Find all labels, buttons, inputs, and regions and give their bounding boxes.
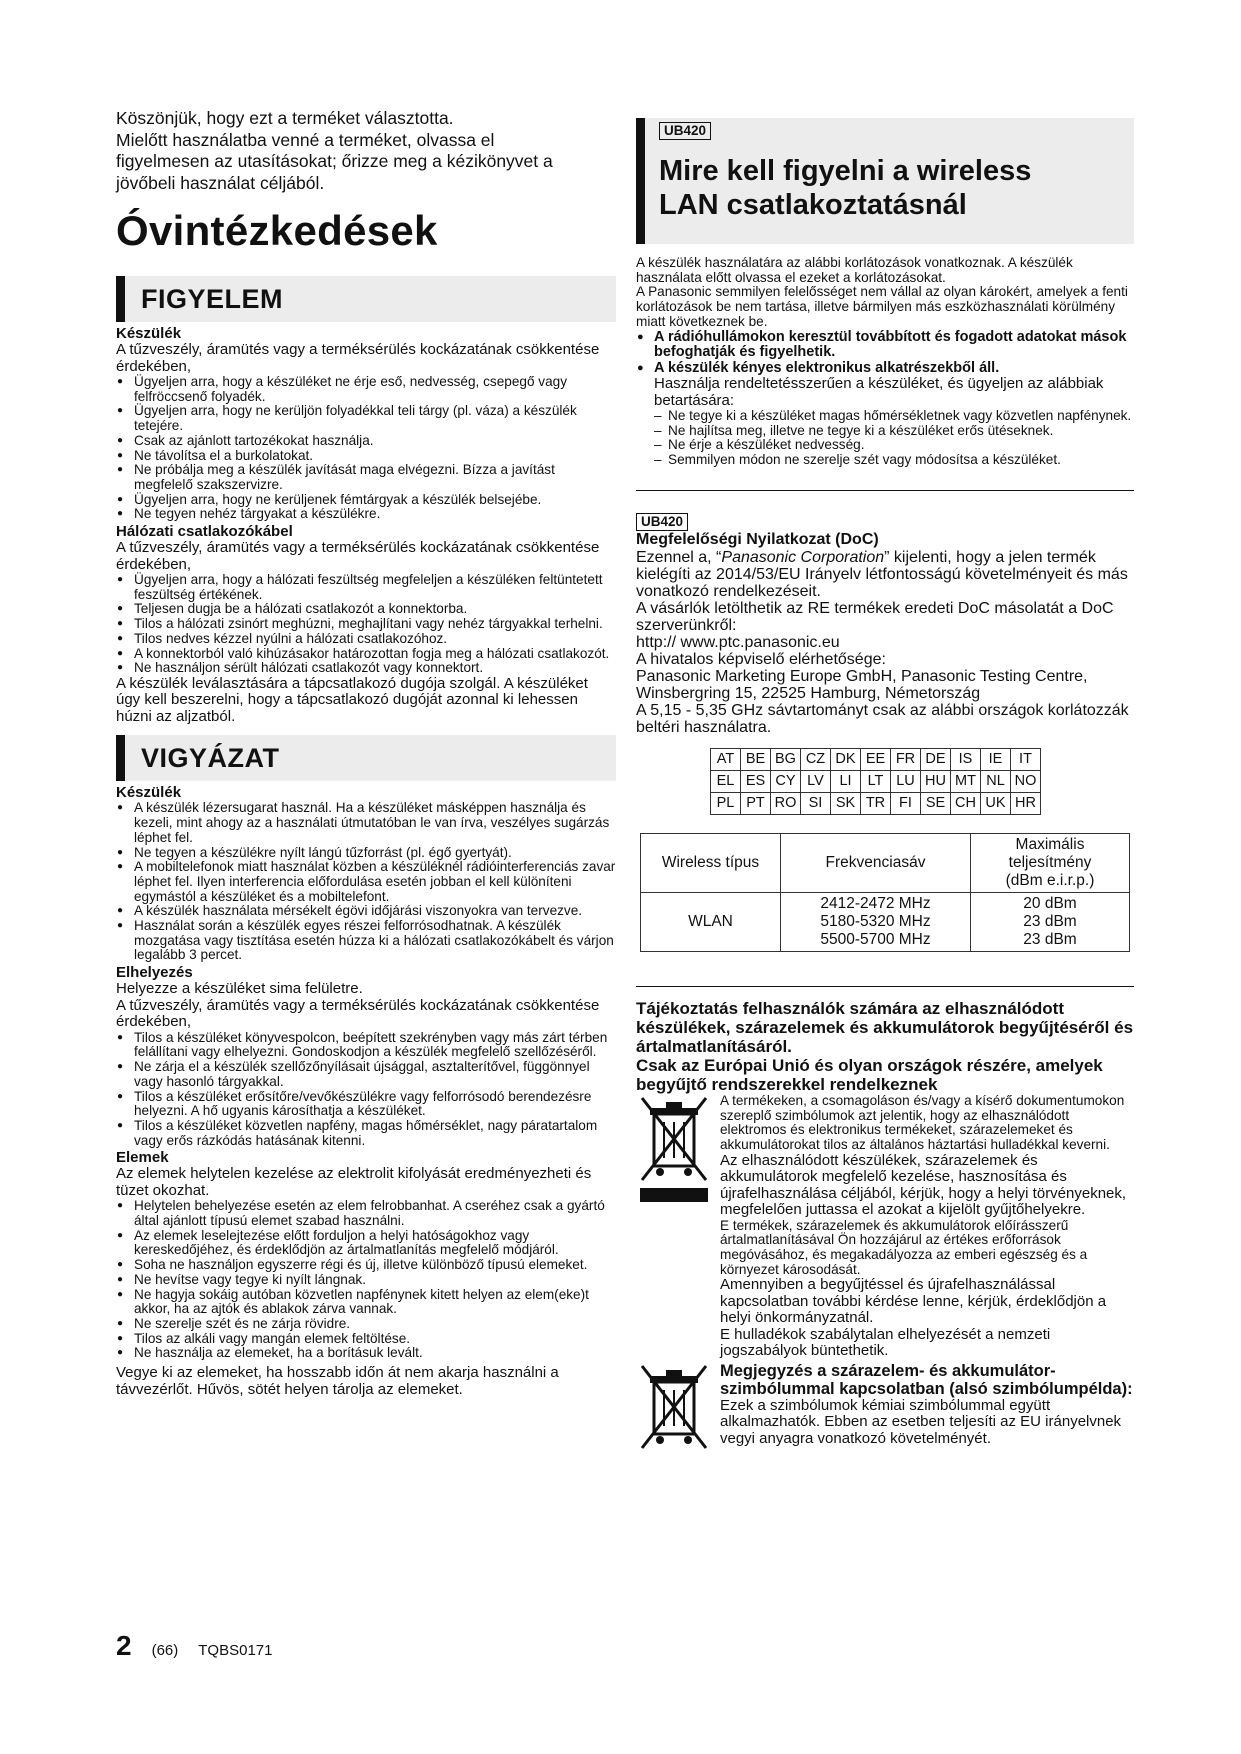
cable-intro: A tűzveszély, áramütés vagy a terméksérülés kockázatának csökkentése érdekében,	[116, 539, 600, 573]
list-item: ● Tilos a készüléket könyvespolcon, beépített szekrényben vagy más zárt térben felállítani vagy elhelyezni. Gondoskodjon a készülék megfelelő szellőzéséről.	[116, 1031, 616, 1060]
weee-heading-1: Tájékoztatás felhasználók számára az elhasználódott készülékek, szárazelemek és akkumulátorok begyűjtéséről és ártalmatlanításáról.	[636, 998, 1134, 1056]
country-row: AT BE BG CZ DK EE FR DE IS IE IT	[711, 748, 1041, 770]
spec-head-freq: Frekvenciasáv	[781, 833, 971, 892]
intro-text: Köszönjük, hogy ezt a terméket választotta. Mielőtt használatba venné a terméket, olvassa el figyelmesen az utasításokat; őrizze meg a kézikönyvet a jövőbeli használat céljából.	[116, 108, 553, 193]
list-item: ● Ne távolítsa el a burkolatokat.	[116, 449, 616, 464]
list-item: ● A rádióhullámokon keresztül továbbított és fogadott adatokat mások befoghatják és figyelhetik.	[636, 330, 1134, 361]
spec-head-type: Wireless típus	[641, 833, 781, 892]
crossed-bin-icon	[636, 1094, 712, 1204]
list-item: ● A készülék lézersugarat használ. Ha a készüléket másképpen használja és kezeli, mint ahogy az a használati útmutatóban le van írva, veszélyes sugárzás léphet fel.	[116, 801, 616, 845]
weee-p4: Amennyiben a begyűjtéssel és újrafelhasználással kapcsolatban további kérdése lenne, kérjük, érdeklődjön a helyi önkormányzatnál.	[720, 1276, 1107, 1327]
list-item: – Ne hajlítsa meg, illetve ne tegye ki a készüléket erős ütéseknek.	[654, 424, 1134, 439]
list-item: ● Tilos a készüléket közvetlen napfény, magas hőmérséklet, nagy páratartalom vagy erős rázkódás hatásának kitenni.	[116, 1119, 616, 1148]
battery-note-heading: Megjegyzés a szárazelem- és akkumulátor-szimbólummal kapcsolatban (alsó szimbólumpélda):	[720, 1361, 1133, 1398]
figyelem-device-intro: A tűzveszély, áramütés vagy a terméksérülés kockázatának csökkentése érdekében,	[116, 341, 600, 375]
spec-table	[640, 833, 1130, 952]
weee-text-column	[720, 1094, 1134, 1360]
spec-powers: 20 dBm 23 dBm 23 dBm	[971, 892, 1130, 951]
figyelem-device-heading: Készülék	[116, 325, 182, 342]
list-item: ● Ne tegyen a készülékre nyílt lángú tűzforrást (pl. égő gyertyát).	[116, 846, 616, 861]
weee-section	[636, 1094, 1134, 1360]
battery-note-text	[720, 1362, 1134, 1457]
placement-heading: Elhelyezés	[116, 964, 193, 982]
doc-p4: Panasonic Marketing Europe GmbH, Panasonic Testing Centre, Winsbergring 15, 22525 Hamburg, Németország	[636, 667, 1088, 702]
list-item: ● Ügyeljen arra, hogy ne kerüljenek fémtárgyak a készülék belsejébe.	[116, 493, 616, 508]
list-item: ● A konnektorból való kihúzásakor határozottan fogja meg a hálózati csatlakozót.	[116, 647, 616, 662]
list-item: – Semmilyen módon ne szerelje szét vagy módosítsa a készüléket.	[654, 453, 1134, 468]
doc-heading: Megfelelőségi Nyilatkozat (DoC)	[636, 530, 879, 548]
batteries-heading: Elemek	[116, 1149, 169, 1167]
placement-intro-1: Helyezze a készüléket sima felületre.	[116, 980, 363, 998]
list-item: ● Ne hevítse vagy tegye ki nyílt lángnak.	[116, 1273, 616, 1288]
batteries-outro: Vegye ki az elemeket, ha hosszabb időn át nem akarja használni a távvezérlőt. Hűvös, sötét helyen tárolja az elemeket.	[116, 1364, 559, 1398]
model-tag: UB420	[636, 513, 688, 531]
weee-icon-column	[636, 1094, 712, 1360]
list-item: ● Ne próbálja meg a készülék javítását maga elvégezni. Bízza a javítást megfelelő szakszervizre.	[116, 463, 616, 492]
list-item: ● Ne tegyen nehéz tárgyakat a készülékre.	[116, 507, 616, 522]
cable-heading: Hálózati csatlakozókábel	[116, 523, 293, 541]
country-row: EL ES CY LV LI LT LU HU MT NL NO	[711, 770, 1041, 792]
list-item: – Ne érje a készüléket nedvesség.	[654, 438, 1134, 453]
page-title: Óvintézkedések	[116, 207, 438, 254]
list-item: ● A készülék használata mérsékelt égövi időjárási viszonyokra van tervezve.	[116, 904, 616, 919]
wlan-p2: A Panasonic semmilyen felelősséget nem vállal az olyan károkért, amelyek a fenti korlátozások be nem tartása, illetve bármilyen más eszközhasználati körülmény miatt következnek be.	[636, 284, 1128, 329]
wlan-heading-box	[636, 118, 1134, 244]
list-item: ● Az elemek leselejtezése előtt forduljon a helyi hatóságokhoz vagy kereskedőjéhez, és érdeklődjön az ártalmatlanítás megfelelő módjáról.	[116, 1229, 616, 1258]
figyelem-heading: FIGYELEM	[116, 276, 616, 322]
spec-freqs: 2412-2472 MHz 5180-5320 MHz 5500-5700 MHz	[781, 892, 971, 951]
divider	[636, 490, 1134, 491]
list-item: ● Tilos a hálózati zsinórt meghúzni, meghajlítani vagy nehéz tárgyakkal terhelni.	[116, 617, 616, 632]
list-item: ● Használat során a készülék egyes részei felforrósodhatnak. A készülék mozgatása vagy tisztítása esetén húzza ki a hálózati csatlakozókábelt és várjon legalább 3 percet.	[116, 919, 616, 963]
spec-head-max: Maximális teljesítmény (dBm e.i.r.p.)	[971, 833, 1130, 892]
sub-page-number: (66)	[151, 1642, 179, 1659]
wlan-p3: Használja rendeltetésszerűen a készüléket, és ügyeljen az alábbiak betartására:	[654, 375, 1104, 409]
weee-p5: E hulladékok szabálytalan elhelyezését a nemzeti jogszabályok büntethetik.	[720, 1325, 1051, 1360]
table-row	[641, 892, 1130, 951]
list-item: ● Soha ne használjon egyszerre régi és új, illetve különböző típusú elemeket.	[116, 1258, 616, 1273]
figyelem-device-list	[116, 375, 616, 522]
weee-icon-column	[636, 1362, 712, 1457]
weee-p3: E termékek, szárazelemek és akkumulátorok előírásszerű ártalmatlanításával Ön hozzájárul az értékes erőforrások megóvásához, és megakadályozza az emberi egészség és a környezet károsodását.	[720, 1217, 1088, 1277]
list-item: ● A mobiltelefonok miatt használat közben a készüléknél rádióinterferenciás zavar léphet fel. Ilyen interferencia előfordulása esetén jobban el kell különíteni egymástól a készüléket és a mobiltelefont.	[116, 860, 616, 904]
doc-p3: A hivatalos képviselő elérhetősége:	[636, 650, 886, 668]
page-number: 2	[116, 1630, 132, 1661]
crossed-bin-icon	[636, 1362, 712, 1452]
batteries-intro: Az elemek helytelen kezelése az elektrolit kifolyását eredményezheti és tüzet okozhat.	[116, 1165, 592, 1199]
right-column	[636, 118, 1134, 1457]
spec-type: WLAN	[641, 892, 781, 951]
list-item: ● Ne használjon sérült hálózati csatlakozót vagy konnektort.	[116, 661, 616, 676]
placement-intro-2: A tűzveszély, áramütés vagy a terméksérülés kockázatának csökkentése érdekében,	[116, 996, 600, 1031]
wlan-title: Mire kell figyelni a wireless LAN csatlakoztatásnál	[659, 155, 1032, 221]
wlan-p1: A készülék használatára az alábbi korlátozások vonatkoznak. A készülék használata előtt olvassa el ezeket a korlátozásokat.	[636, 255, 1073, 285]
table-row	[641, 833, 1130, 892]
list-item: ● Ne zárja el a készülék szellőzőnyílásait újsággal, asztalterítővel, függönnyel vagy hasonló tárgyakkal.	[116, 1060, 616, 1089]
model-tag: UB420	[659, 122, 711, 140]
battery-note-body: Ezek a szimbólumok kémiai szimbólummal együtt alkalmazhatók. Ebben az esetben teljesíti az EU irányelvnek vegyi anyagra vonatkozó követelményét.	[720, 1396, 1122, 1447]
cable-outro: A készülék leválasztására a tápcsatlakozó dugója szolgál. A készüléket úgy kell beszerelni, hogy a tápcsatlakozó dugóját azonnal ki lehessen húzni az aljzatból.	[116, 674, 588, 725]
list-item: ● Teljesen dugja be a hálózati csatlakozót a konnektorba.	[116, 602, 616, 617]
divider	[636, 986, 1134, 987]
document-code: TQBS0171	[198, 1642, 273, 1659]
list-item: ● Tilos nedves kézzel nyúlni a hálózati csatlakozóhoz.	[116, 632, 616, 647]
list-item: ● Tilos az alkáli vagy mangán elemek feltöltése.	[116, 1332, 616, 1347]
list-item: ● Ügyeljen arra, hogy a készüléket ne érje eső, nedvesség, csepegő vagy felfröccsenő folyadék.	[116, 375, 616, 404]
doc-p5: A 5,15 - 5,35 GHz sávtartományt csak az alábbi országok korlátozzák beltéri használatra.	[636, 701, 1129, 736]
list-item: ● Csak az ajánlott tartozékokat használja.	[116, 434, 616, 449]
page-footer	[116, 1630, 272, 1662]
weee-p2: Az elhasználódott készülékek, szárazelemek és akkumulátorok megfelelő kezelése, hasznosítása és újrafelhasználása céljából, kérjük, hogy a helyi törvényeknek, megfelelően juttassa el azokat a kijelölt gyűjtőhelyekre.	[720, 1151, 1127, 1219]
country-table	[710, 748, 1041, 815]
doc-p1: Ezennel a, “Panasonic Corporation” kijelenti, hogy a jelen termék kielégíti az 2014/53/EU Irányelv létfontosságú követelményeit és más vonatkozó rendelkezéseit.	[636, 548, 1128, 600]
vigyazat-device-list	[116, 801, 616, 963]
wlan-bold-list	[636, 330, 1134, 377]
doc-url: http:// www.ptc.panasonic.eu	[636, 633, 840, 651]
list-item: – Ne tegye ki a készüléket magas hőmérsékletnek vagy közvetlen napfénynek.	[654, 409, 1134, 424]
vigyazat-heading: VIGYÁZAT	[116, 735, 616, 781]
list-item: ● A készülék kényes elektronikus alkatrészekből áll.	[636, 361, 1134, 377]
list-item: ● Ne szerelje szét és ne zárja rövidre.	[116, 1317, 616, 1332]
placement-list	[116, 1031, 616, 1149]
battery-note-section	[636, 1362, 1134, 1457]
batteries-list	[116, 1199, 616, 1361]
list-item: ● Ne használja az elemeket, ha a borításuk levált.	[116, 1346, 616, 1361]
list-item: ● Ügyeljen arra, hogy ne kerüljön folyadékkal teli tárgy (pl. váza) a készülék tetejére.	[116, 404, 616, 433]
list-item: ● Tilos a készüléket erősítőre/vevőkészülékre vagy felforrósodó berendezésre helyezni. A hő ugyanis károsíthatja a készüléket.	[116, 1090, 616, 1119]
doc-p2: A vásárlók letölthetik az RE termékek eredeti DoC másolatát a DoC szerverünkről:	[636, 599, 1114, 634]
wlan-dash-list	[636, 409, 1134, 468]
list-item: ● Ügyeljen arra, hogy a hálózati feszültség megfeleljen a készüléken feltüntetett feszültség értékének.	[116, 573, 616, 602]
weee-p1: A termékeken, a csomagoláson és/vagy a kísérő dokumentumokon szereplő szimbólumok azt jelentik, hogy az elhasználódott elektromos és elektronikus termékeket, szárazelemeket és akkumulátorokat tilos az általános háztartási hulladékkal keverni.	[720, 1092, 1125, 1152]
list-item: ● Helytelen behelyezése esetén az elem felrobbanhat. A cseréhez csak a gyártó által ajánlott típusú elemet szabad használni.	[116, 1199, 616, 1228]
vigyazat-device-heading: Készülék	[116, 784, 182, 802]
cable-list	[116, 573, 616, 676]
list-item: ● Ne hagyja sokáig autóban közvetlen napfénynek kitett helyen az elem(eke)t akkor, ha az ajtók és ablakok zárva vannak.	[116, 1288, 616, 1317]
weee-heading-2: Csak az Európai Unió és olyan országok részére, amelyek begyűjtő rendszerekkel rendelkeznek	[636, 1055, 1103, 1094]
country-row: PL PT RO SI SK TR FI SE CH UK HR	[711, 792, 1041, 814]
left-column	[116, 108, 616, 1398]
